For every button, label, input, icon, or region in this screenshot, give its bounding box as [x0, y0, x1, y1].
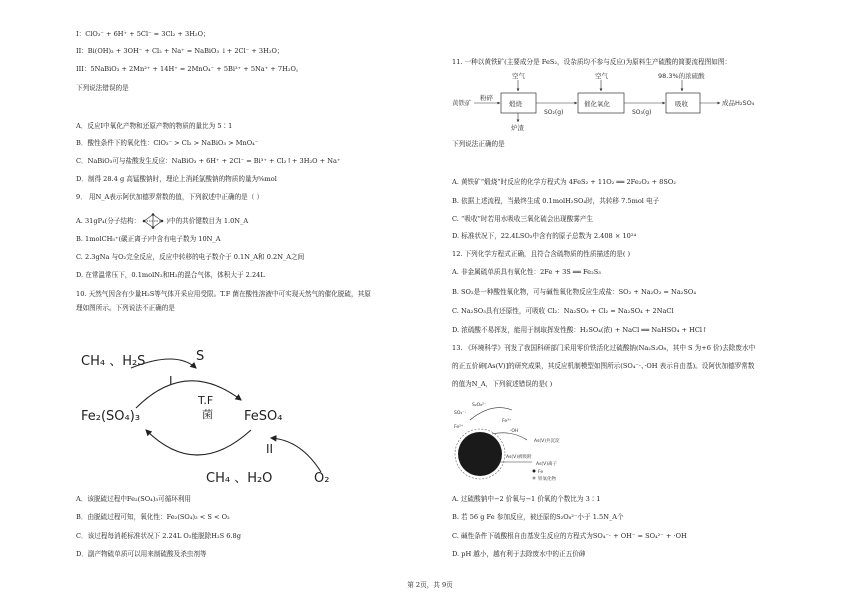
feso4-label: FeSO₄: [244, 409, 283, 424]
catalyst-label-1: T.F: [198, 394, 214, 407]
crush-label: 粉碎: [480, 94, 493, 102]
mech-label-oh-radical: ·OH: [510, 429, 519, 434]
equation-1: I：ClO₃⁻ + 6H⁺ + 5Cl⁻ = 3Cl₂ + 3H₂O；: [76, 30, 210, 38]
box-catalytic-oxidation: 催化氧化: [584, 100, 610, 108]
mech-label-adsorbed: As(V)被吸附: [506, 455, 532, 460]
box-absorb: 吸收: [675, 100, 688, 108]
air-label-2: 空气: [595, 72, 608, 80]
q8-option-b: B．酸性条件下的氧化性：ClO₃⁻ > Cl₂ > NaBiO₃ > MnO₄⁻: [76, 139, 259, 147]
slag-label: 炉渣: [511, 124, 524, 132]
q8-option-d: D．制得 28.4 g 高锰酸钠时，理论上消耗氯酸钠的物质的量为⅚mol: [76, 175, 277, 183]
question-9-stem: 9． 用N_A表示阿伏加德罗常数的值，下列叙述中正确的是（ ）: [76, 193, 264, 201]
reactants-label: CH₄ 、H₂S: [81, 354, 146, 369]
products-label: CH₄ 、H₂O: [206, 471, 273, 486]
q13-option-a: A. 过硫酸钠中−2 价氧与−1 价氧的个数比为 3∶1: [452, 495, 601, 503]
q9-option-a-post: )中的共价键数目为 1.0N_A: [166, 217, 249, 225]
q9-option-c: C. 2.3gNa 与O₂完全反应，反应中转移的电子数介于 0.1N_A和 0.2N_A之间: [76, 253, 305, 261]
page-footer: 第 2页，共 9页: [407, 581, 453, 589]
mech-label-fe: Fe: [538, 470, 544, 475]
catalyst-label-2: 菌: [202, 408, 213, 421]
q13-option-d: D. pH 越小，越有利于去除废水中的正五价砷: [452, 550, 586, 558]
air-label-1: 空气: [512, 72, 525, 80]
equation-2: II：Bi(OH)₃ + 3OH⁻ + Cl₂ + Na⁺ = NaBiO₃ ↓+ 2Cl⁻ + 3H₂O；: [76, 47, 284, 55]
so3-label: SO₃(g): [632, 109, 652, 116]
oxygen-label: O₂: [314, 471, 330, 486]
step-ii-label: II: [266, 442, 274, 456]
fe2so43-label: Fe₂(SO₄)₃: [81, 409, 141, 424]
q10-option-d: D．副产物硫单质可以用来制硫酸及杀虫剂等: [76, 550, 207, 558]
q8-option-c: C．NaBiO₃可与盐酸发生反应：NaBiO₃ + 6H⁺ + 2Cl⁻ = Bi³⁺ + Cl₂↑+ 3H₂O + Na⁺: [76, 157, 341, 165]
question-11-stem: 11. 一种以黄铁矿(主要成分是 FeS₂，设杂质均不参与反应)为原料生产硫酸的简要流程图如图：: [452, 58, 732, 66]
desulfurization-cycle-diagram: [76, 320, 336, 495]
mech-label-fe3: Fe³⁺: [502, 419, 512, 424]
q10-option-c: C．该过程每消耗标准状况下 2.24L O₂能脱除H₂S 6.8g: [76, 532, 241, 540]
acid-label: 98.3%的浓硫酸: [658, 72, 705, 80]
product-label: 成品H₂SO₄: [722, 99, 755, 107]
question-12-stem: 12. 下列化学方程式正确，且符合含硫物质的性质描述的是( ): [452, 250, 631, 258]
q9-option-b: B. 1molCH₅⁺(碳正离子)中含有电子数为 10N_A: [76, 235, 221, 243]
question-13-stem-2: 的正五价砷[As(V)]的研究成果，其反应机制模型如图所示(SO₄⁻·、·OH 表示自由基)。设阿伏加德罗常数: [452, 362, 755, 370]
q10-option-a: A．该脱硫过程中Fe₂(SO₄)₃可循环利用: [76, 495, 192, 503]
mech-label-iron-oxide: 铁氧化物: [538, 477, 556, 482]
q12-option-c: C. Na₂SO₃具有还原性，可吸收 Cl₂：Na₂SO₃ + Cl₂ = Na₂SO₄ + 2NaCl: [452, 307, 674, 315]
cycle-arrow-bottom: [146, 430, 251, 455]
equation-3: III：5NaBiO₃ + 2Mn²⁺ + 14H⁺ = 2MnO₄⁻ + 5Bi³⁺ + 5Na⁺ + 7H₂O。: [76, 65, 303, 73]
q9-option-a-pre: A. 31gP₄(分子结构：: [76, 217, 141, 225]
question-13-stem-3: 的值为N_A，下列叙述错误的是( ): [452, 380, 553, 388]
question-10-stem-2: 理如图所示。下列说法不正确的是: [76, 304, 175, 312]
mechanism-diagram: [452, 392, 582, 484]
mech-label-as-ion: As(V)离子: [536, 462, 558, 467]
question-13-stem-1: 13. 《环境科学》刊发了我国科研部门采用零价铁活化过硫酸钠(Na₂S₂O₈，其中 S 为+6 价)去除废水中: [452, 344, 756, 352]
question-10-stem-1: 10. 天然气因含有少量H₂S等气体开采应用受限。T.F 菌在酸性溶液中可实现天然气的催化脱硫，其原: [76, 290, 371, 298]
q11-option-c: C. “吸收”时若用水吸收三氧化硫会出现酸雾产生: [452, 215, 594, 223]
question-8-prompt: 下列说法错误的是: [76, 84, 129, 92]
p4-tetrahedron-icon: [142, 213, 164, 229]
mech-label-fe2: Fe²⁺: [454, 425, 464, 430]
q9-option-a: [76, 213, 248, 229]
so2-label: SO₂(g): [544, 109, 564, 116]
q13-option-c: C. 碱性条件下硫酸根自由基发生反应的方程式为SO₄⁻· + OH⁻ = SO₄²⁻ + ·OH: [452, 532, 687, 540]
cycle-arrow-top: [136, 381, 241, 408]
step-ii-arrow: [271, 438, 321, 472]
q9-option-d: D. 在常温常压下，0.1molN₂和H₂的混合气体，体积大于 2.24L: [76, 271, 265, 279]
q11-option-d: D. 标准状况下，22.4LSO₃中含有的原子总数为 2.408 × 10²⁴: [452, 232, 637, 240]
pyrite-label: 黄铁矿: [452, 99, 472, 107]
mech-label-s2o8: S₂O₈²⁻: [472, 403, 487, 408]
mech-label-so4-radical: SO₄⁻·: [454, 411, 467, 416]
q10-option-b: B．由脱硫过程可知，氧化性：Fe₂(SO₄)₃ < S < O₂: [76, 513, 230, 521]
q8-option-a: A．反应I中氧化产物和还原产物的物质的量比为 5∶1: [76, 122, 233, 130]
sulfuric-acid-flowchart: [452, 70, 782, 132]
fe-particle: [458, 432, 502, 476]
q12-option-b: B. SO₂是一种酸性氧化物，可与碱性氧化物反应生成盐：SO₂ + Na₂O₂ = Na₂SO₄: [452, 288, 696, 296]
step-i-label: I: [169, 374, 173, 388]
mech-label-coprecipitation: As(V)共沉淀: [534, 439, 560, 444]
box-calcine: 煅烧: [509, 100, 522, 108]
q11-option-a: A. 黄铁矿“煅烧”时反应的化学方程式为 4FeS₂ + 11O₂ ══ 2Fe₂O₃ + 8SO₂: [452, 178, 676, 186]
q13-option-b: B. 若 56 g Fe 参加反应，被还原的S₂O₈²⁻小于 1.5N_A个: [452, 513, 624, 521]
q11-prompt: 下列说法正确的是: [452, 140, 505, 148]
q12-option-d: D. 浓硫酸不易挥发，能用于制取挥发性酸：H₂SO₄(浓) + NaCl ══ NaHSO₄ + HCl↑: [452, 326, 708, 334]
sulfur-label: S: [196, 349, 205, 364]
q11-option-b: B. 依据上述流程，当最终生成 0.1molH₂SO₄时，共转移 7.5mol 电子: [452, 197, 660, 205]
q12-option-a: A. 非金属硫单质具有氧化性：2Fe + 3S ══ Fe₂S₃: [452, 268, 601, 276]
